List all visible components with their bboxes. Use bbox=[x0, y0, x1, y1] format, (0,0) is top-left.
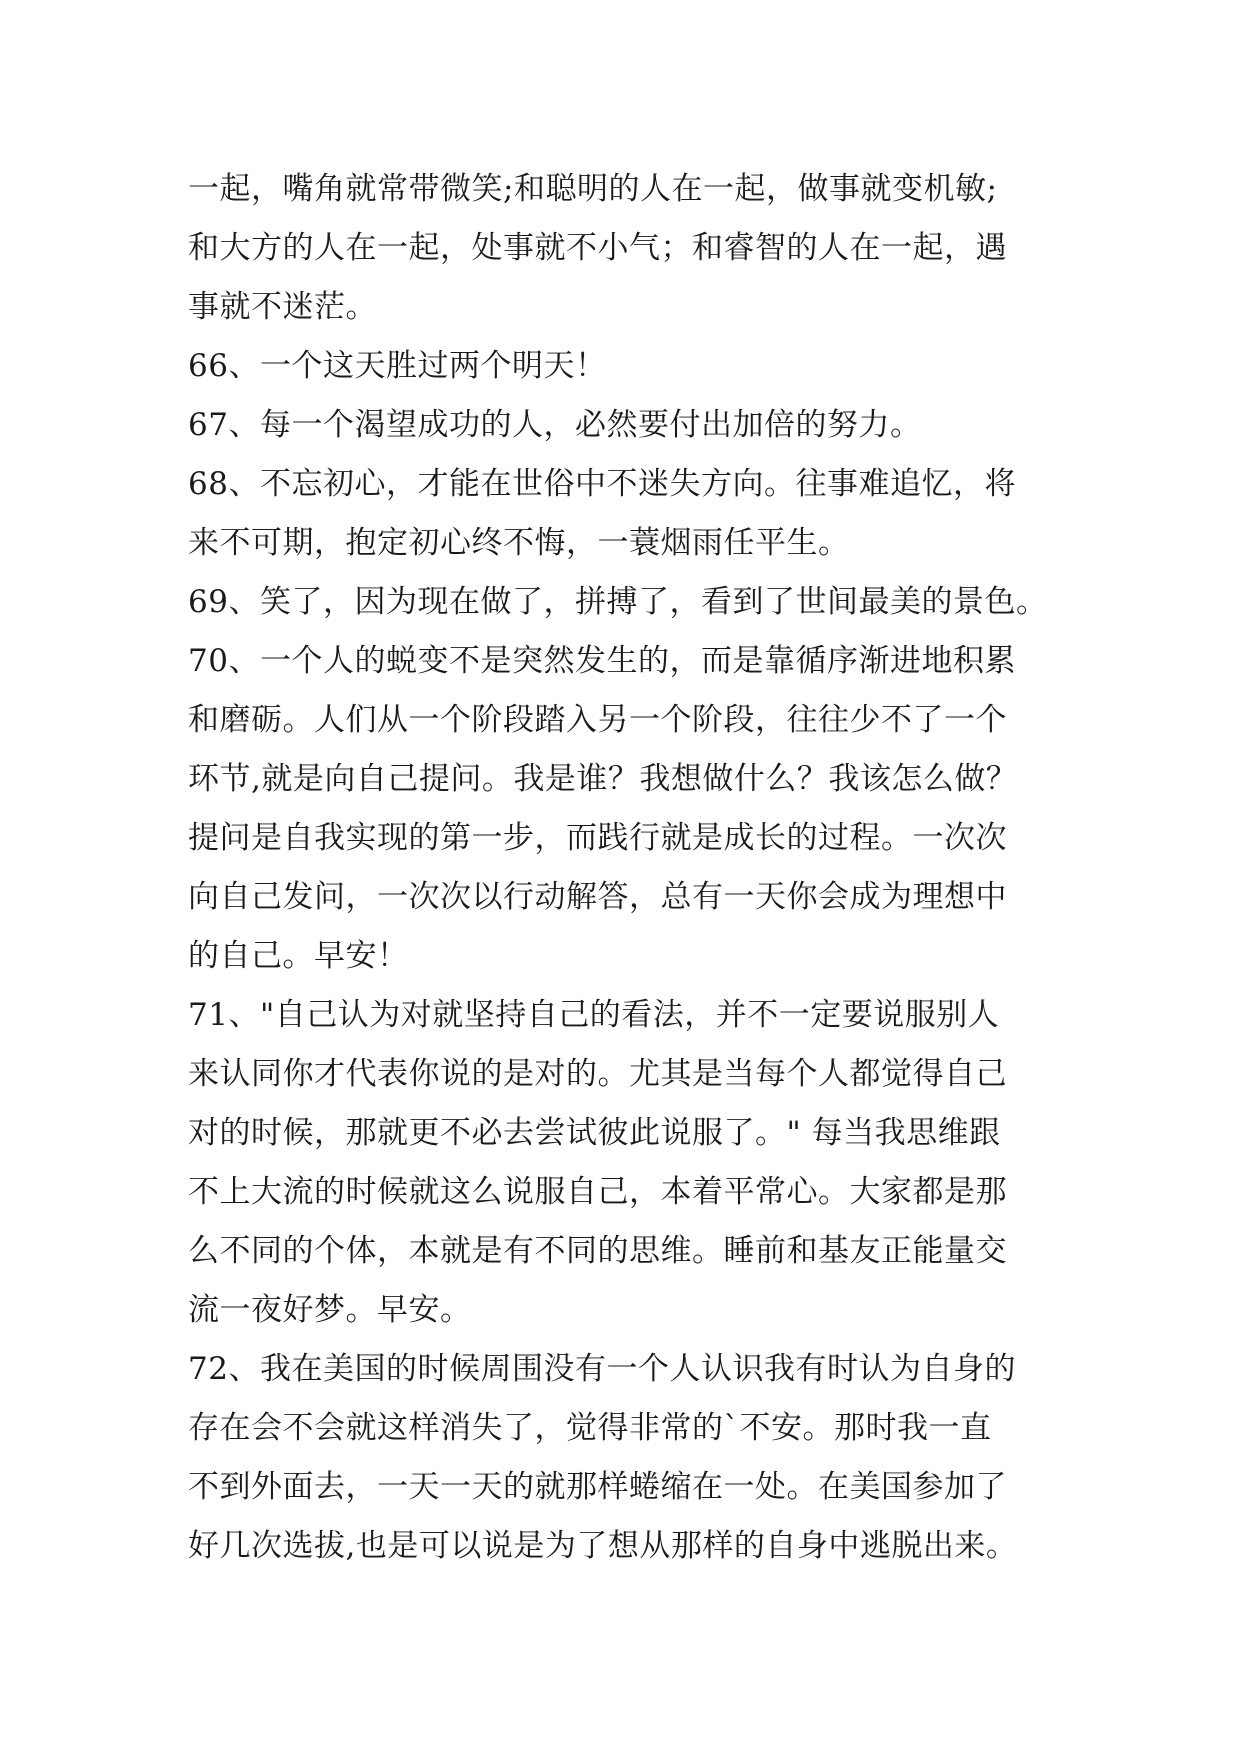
text-line: 来不可期，抱定初心终不悔，一蓑烟雨任平生。 bbox=[188, 525, 850, 561]
text-line: 来认同你才代表你说的是对的。尤其是当每个人都觉得自己 bbox=[188, 1056, 1007, 1092]
text-line: 环节,就是向自己提问。我是谁？我想做什么？我该怎么做？ bbox=[188, 761, 1018, 797]
text-line: 存在会不会就这样消失了，觉得非常的`不安。那时我一直 bbox=[188, 1410, 992, 1446]
document-body bbox=[188, 160, 1068, 1576]
text-line: 一起，嘴角就常带微笑;和聪明的人在一起，做事就变机敏; bbox=[188, 171, 998, 207]
text-line: 和磨砺。人们从一个阶段踏入另一个阶段，往往少不了一个 bbox=[188, 702, 1007, 738]
text-line: 提问是自我实现的第一步，而践行就是成长的过程。一次次 bbox=[188, 820, 1007, 856]
text-line: 70、一个人的蜕变不是突然发生的，而是靠循序渐进地积累 bbox=[188, 643, 1016, 679]
text-line: 对的时候，那就更不必去尝试彼此说服了。" 每当我思维跟 bbox=[188, 1115, 1001, 1151]
text-line: 69、笑了，因为现在做了，拼搏了，看到了世间最美的景色。 bbox=[188, 584, 1048, 620]
text-line: 向自己发问，一次次以行动解答，总有一天你会成为理想中 bbox=[188, 879, 1007, 915]
text-line: 68、不忘初心，才能在世俗中不迷失方向。往事难追忆，将 bbox=[188, 466, 1016, 502]
text-line: 67、每一个渴望成功的人，必然要付出加倍的努力。 bbox=[188, 407, 922, 443]
text-line: 事就不迷茫。 bbox=[188, 289, 377, 325]
text-line: 和大方的人在一起，处事就不小气；和睿智的人在一起，遇 bbox=[188, 230, 1007, 266]
text-line: 流一夜好梦。早安。 bbox=[188, 1292, 472, 1328]
text-line: 好几次选拔,也是可以说是为了想从那样的自身中逃脱出来。 bbox=[188, 1528, 1018, 1564]
text-line: 71、"自己认为对就坚持自己的看法，并不一定要说服别人 bbox=[188, 997, 1000, 1033]
text-line: 不上大流的时候就这么说服自己，本着平常心。大家都是那 bbox=[188, 1174, 1007, 1210]
text-line: 的自己。早安！ bbox=[188, 938, 409, 974]
text-line: 72、我在美国的时候周围没有一个人认识我有时认为自身的 bbox=[188, 1351, 1016, 1387]
text-line: 66、一个这天胜过两个明天！ bbox=[188, 348, 607, 384]
text-line: 么不同的个体，本就是有不同的思维。睡前和基友正能量交 bbox=[188, 1233, 1007, 1269]
text-line: 不到外面去，一天一天的就那样蜷缩在一处。在美国参加了 bbox=[188, 1469, 1007, 1505]
